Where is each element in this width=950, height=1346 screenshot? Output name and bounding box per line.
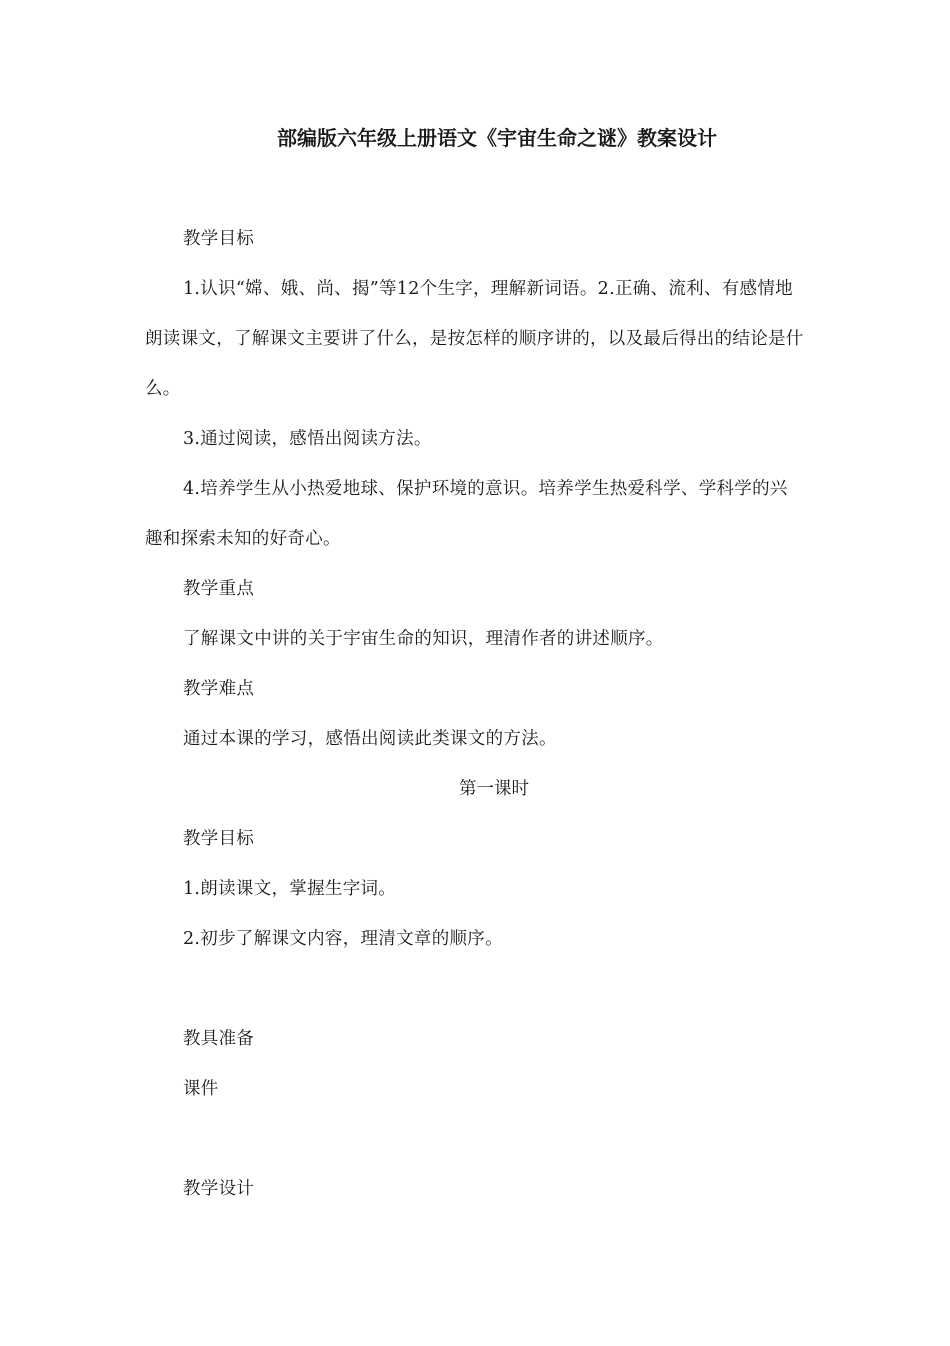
- key-points-text: 了解课文中讲的关于宇宙生命的知识，理清作者的讲述顺序。: [183, 629, 664, 649]
- objective-1-2: 1.认识“嫦、娥、尚、揭”等12个生字，理解新词语。2.正确、流利、有感情地朗读课文，了解课文主要讲了什么，是按怎样的顺序讲的，以及最后得出的结论是什么。: [145, 279, 804, 399]
- difficulties-text: 通过本课的学习，感悟出阅读此类课文的方法。: [183, 729, 557, 749]
- teaching-tools-text: 课件: [183, 1079, 219, 1099]
- lesson-one-objective-2: 2.初步了解课文内容，理清文章的顺序。: [183, 929, 503, 949]
- section-heading-teaching-tools: 教具准备: [183, 1029, 255, 1049]
- document-title: 部编版六年级上册语文《宇宙生命之谜》教案设计: [277, 126, 717, 150]
- section-heading-objectives: 教学目标: [183, 229, 255, 249]
- lesson-one-heading: 第一课时: [459, 779, 529, 799]
- objective-4: 4.培养学生从小热爱地球、保护环境的意识。培养学生热爱科学、学科学的兴趣和探索未知的好奇心。: [145, 479, 788, 549]
- section-heading-key-points: 教学重点: [183, 579, 255, 599]
- section-heading-teaching-design: 教学设计: [183, 1179, 255, 1199]
- lesson-one-objectives-heading: 教学目标: [183, 829, 255, 849]
- objective-3: 3.通过阅读，感悟出阅读方法。: [183, 429, 432, 449]
- section-heading-difficulties: 教学难点: [183, 679, 255, 699]
- lesson-one-objective-1: 1.朗读课文，掌握生字词。: [183, 879, 397, 899]
